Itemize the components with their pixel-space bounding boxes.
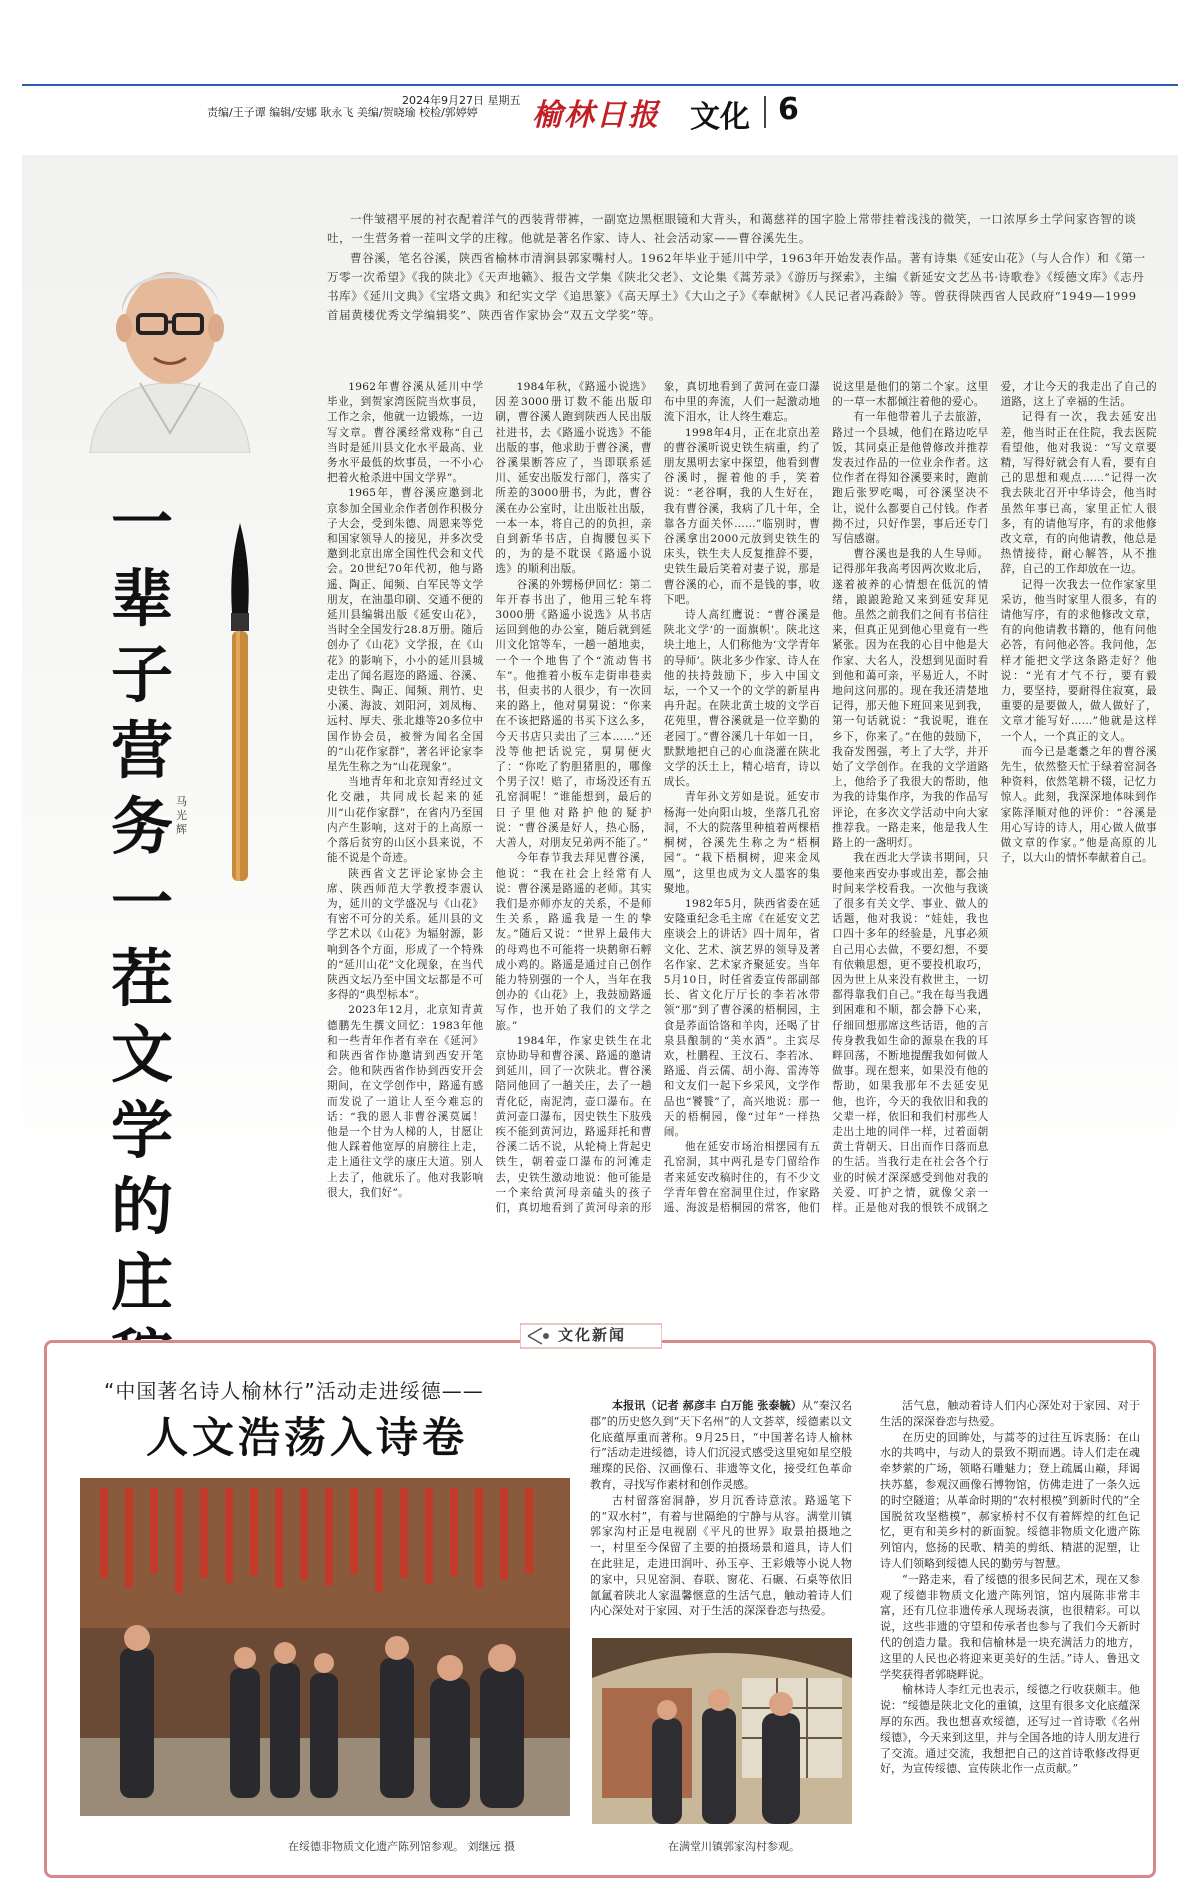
body-paragraph: 1962年曹谷溪从延川中学毕业，到贺家湾医院当炊事员，工作之余，他就一边锻炼，一边写文章。曹谷溪经常戏称“自己当时是延川县文化水平最高、业务水平最低的炊事员，一不小心把着火枪杀进中国文学界”。 (327, 381, 484, 485)
body-paragraph: 1998年4月，正在北京出差的曹谷溪听说史铁生病重，约了朋友黑明去家中探望，他看到曹谷溪时，握着他的手，笑着说：“老谷啊，我的人生好在，我有曹谷溪，我病了几十年，全靠各方面关怀……”临别时，曹谷溪拿出2000元放到史铁生的床头，铁生夫人反复推辞不要，史铁生最后笑着对妻子说，那是曹谷溪的心，而不是钱的事，收下吧。 (663, 426, 821, 606)
exhibition-hall-photo (80, 1478, 570, 1816)
page-number: 6 (778, 92, 799, 127)
news-section-label: 文化新闻 (558, 1326, 627, 1344)
issue-date: 2024年9月27日 星期五 (402, 94, 521, 107)
body-paragraph: 谷溪的外甥杨伊回忆：第二年开春书出了，他用三轮车将3000册《路遥小说选》从书店运回到他的办公室，随后就到延川文化馆等车，一趟一趟地卖，一个一个地售了个“流动售书车”。他推着小板车走街串巷卖书，但卖书的人很少，有一次回来的路上，他对舅舅说：“你来在不该把路遥的书买下这么多，今天书店只卖出了三本……”还没等他把话说完，舅舅便火了：“你吃了豹胆猪胆的，哪像个男子汉！赔了，市场没还有五孔窑洞呢！”谁能想到，最后的日子里他对路护他的疑护说：“曹谷溪是好人，热心肠，大善人，对朋友兄弟两不能了。” (495, 578, 652, 850)
section-divider (764, 96, 766, 128)
news-paragraph: “一路走来，看了绥德的很多民间艺术，现在又参观了绥德非物质文化遗产陈列馆，馆内展陈非常丰富，还有几位非遗传承人现场表演，也很精彩。可以说，这些非遗的守望和传承者也参与了我们今天新时代的创造力量。我和信榆林是一块充满活力的地方，这里的人民也必将迎来更美好的生活。”诗人、鲁迅文学奖获得者郭晓畔说。 (880, 1572, 1140, 1681)
masthead (22, 90, 1178, 136)
body-paragraph: 他在延安市场治相摆园有五孔窑洞，其中两孔是专门留给作者来延安改稿时住的，有不少文学青年曾在窑洞里住过，作家路遥、海波是梧桐园的常客，他们说这里是他们的第二个家。这里的一草一木都倾注着他的爱心。 (663, 381, 989, 1214)
news-byline: 本报讯（记者 郝彦丰 白万能 张泰毓） (612, 1399, 802, 1412)
body-paragraph: 诗人高红鹰说：“曹谷溪是陕北文学‘的一面旗帜’。陕北这块土地上，人们称他为‘文学青年的导师’。陕北多少作家、诗人在他的扶持鼓励下，步入中国文坛，一个又一个的文学的新星冉冉升起。在陕北黄土坡的文学百花苑里，曹谷溪就是一位辛勤的老园丁。”曹谷溪几十年如一日，默默地把自己的心血浇灌在陕北文学的沃土上，精心培育，诗以成长。 (663, 609, 821, 789)
intro-paragraph: 一件皱褶平展的衬衣配着洋气的西装背带裤，一副宽边黑框眼镜和大背头，和蔼慈祥的国字脸上常带挂着浅浅的微笑，一口浓厚乡土学问家咨智的谈吐，一生营务着一茬叫文学的庄稼。他就是著名作家、诗人、社会活动家——曹谷溪先生。 (327, 212, 1137, 245)
body-paragraph: 陕西省文艺评论家协会主席、陕西师范大学教授李震认为，延川的文学盛况与《山花》有密不可分的关系。延川县的文学艺术以《山花》为辐射源，影响到各个方面，形成了一个特殊的“延川山花”文化现象，在当代陕西文坛乃至中国文坛都是不可多得的“典型标本”。 (327, 867, 484, 1002)
news-headline: 人文浩荡入诗卷 (146, 1413, 469, 1462)
body-paragraph: 记得有一次，我去延安出差，他当时正在住院，我去医院看望他，他对我说：“写文章要精，写得好就会有人看，要有自己的思想和观点……”记得一次我去陕北召开中华诗会，他当时虽然年事已高，家里正忙人很多，有的请他写序，有的求他修改文章，有的向他请教，他总是热情接待，耐心解答，从不推辞，自己的工作却放在一边。 (1000, 411, 1157, 576)
news-paragraph: 古村留落窑洞静，岁月沉香诗意浓。路遥笔下的“双水村”，有着与世隔绝的宁静与从容。满堂川镇郭家沟村正是电视剧《平凡的世界》取景拍摄地之一，村里至今保留了主要的拍摄场景和道具，诗人们在此驻足，走进田润叶、孙玉亭、王彩娥等小说人物的家中，只见窑洞、春联、窗花、石碾、石桌等依旧氤氲着陕北人家温馨惬意的生活气息，触动着诗人们内心深处对于家园、对于生活的深深眷恋与热爱。 (590, 1493, 852, 1618)
body-paragraph: 曹谷溪也是我的人生导师。记得那年我高考因两次败北后，遂着被养的心情想在低沉的情绪，踉踉跄跄又来到延安拜见他。虽然之前我们之间有书信往来，但真正见到他心里竟有一些紧张。因为在我的心目中他是大作家、大名人，没想到见面时看到他和蔼可亲，平易近人，不时地问这问那的。现在我还清楚地记得，那天他下班回来见到我，第一句话就说：“我说呢，谁在乡下，你来了。”在他的鼓励下，我奋发图强，考上了大学，并开始了文学创作。在我的文学道路上，他给予了我很大的帮助，他为我的诗集作序，为我的作品写评论，在多次文学活动中向大家推荐我。一路走来，他是我人生路上的一盏明灯。 (832, 548, 989, 850)
feature-intro (327, 210, 1147, 325)
feature-body (327, 380, 1157, 1220)
body-paragraph: 1982年5月，陕西省委在延安隆重纪念毛主席《在延安文艺座谈会上的讲话》四十周年，省文化、艺术、演艺界的领导及著名作家、艺术家齐聚延安。当年5月10日，时任省委宣传部副部长、省文化厅厅长的李若冰带领“那”到了曹谷溪的梧桐园，主食是荞面饸饹和羊肉，还喝了甘泉县酿制的“美水酒”。主宾尽欢，杜鹏程、王汶石、李若冰、路遥、肖云儒、胡小海、雷涛等和文友们一起下乡采风，文学作品也“饕餮”了，高兴地说：那一天的梧桐园，像“过年”一样热闹。 (663, 897, 821, 1138)
feature-byline: 马光辉 (176, 795, 187, 836)
news-paragraph: 在历史的回眸处，与蒿苓的过往互诉衷肠：在山水的共鸣中，与动人的景致不期而遇。诗人们走在魂牵梦萦的广场，领略石雕魅力；登上疏属山巅，拜谒扶苏墓，参观汉画像石博物馆，仿佛走进了一条久远的时空隧道；从革命时期的“农村根模”到新时代的“全国脱贫攻坚楷模”，郝家桥村不仅有着辉煌的红色记忆，更有和美乡村的新面貌。绥德非物质文化遗产陈列馆内，悠扬的民歌、精美的剪纸、精湛的泥塑，让诗人们领略到绥德人民的勤劳与智慧。 (880, 1430, 1140, 1570)
body-paragraph: 青年孙文芳如是说。延安市杨海一处向阳山坡，坐落几孔窑洞，不大的院落里种植着两棵梧桐树，谷溪先生称之为“梧桐园”。“栽下梧桐树，迎来金凤凰”，这里也成为文人墨客的集聚地。 (663, 791, 821, 895)
body-paragraph: 1984年，作家史铁生在北京协助导和曹谷溪、路遥的邀请到延川，回了一次陕北。曹谷溪陪同他回了一趟关庄，去了一趟青化砭，南泥湾，壶口瀑布。在黄河壶口瀑布，因史铁生下肢残疾不能到黄河边，路遥拜托和曹谷溪二话不说，从轮椅上背起史铁生，朝着壶口瀑布的河滩走去，史铁生激动地说：他可能是一个来给黄河母亲磕头的孩子们，真切地看到了黄河母亲的形象，真切地看到了黄河在壶口瀑布中里的奔流，人们一起激动地流下泪水，让人终生难忘。 (495, 381, 821, 1214)
masthead-rule (22, 84, 1178, 86)
intro-paragraph: 曹谷溪，笔名谷溪，陕西省榆林市清涧县郭家嘴村人。1962年毕业于延川中学，1963年开始发表作品。著有诗集《延安山花》（与人合作）和《第一万零一次希望》《我的陕北》《天声地籁》、报告文学集《陕北父老》、文论集《蒿芳录》《游历与探索》，主编《新延安文艺丛书·诗歌卷》《绥德文库》《志丹书库》《延川文典》《宝塔文典》和纪实文学《追思篆》《高天厚土》《大山之子》《奉献树》《人民记者冯森龄》等。曾获得陕西省人民政府“1949—1999首届黄楼优秀文学编辑奖”、陕西省作家协会“双五文学奖”等。 (327, 251, 1146, 322)
news-paragraph: 从“秦汉名郡”的历史悠久到“天下名州”的人文荟萃，绥德素以文化底蕴厚重而著称。9月25日，“中国著名诗人榆林行”活动走进绥德，诗人们沉浸式感受这里宛如星空般璀璨的民俗、汉画像石、非遗等文化，接受红色革命教育，寻找写作素材和创作灵感。 (590, 1399, 852, 1491)
feature-title: 一辈子营务一茬文学的庄 (110, 486, 173, 1319)
news-paragraph: 活气息，触动着诗人们内心深处对于家园、对于生活的深深眷恋与热爱。 (880, 1399, 1140, 1428)
author-portrait (70, 233, 270, 453)
calligraphy-brush-icon (220, 523, 260, 883)
body-paragraph: 我在西北大学读书期间，只要他来西安办事或出差，都会抽时间来学校看我。一次他与我谈了很多有关文学、事业、做人的话题，他对我说：“娃娃，我也口四十多年的经验是，凡事必须自己用心去做，不要幻想，不要有依赖思想，更不要投机取巧，因为世上从来没有救世主，一切都得靠我们自己。”我在每当我遇到困难和不顺，都会静下心来，仔细回想那席这些话语，他的言传身教我如生命的源泉在我的耳畔回荡，不断地提醒我如何做人做事。现在想来，如果没有他的帮助，如果我那年不去延安见他，也许，今天的我依旧和我的父辈一样，依旧和我们村那些人走出土地的同伴一样，过着面朝黄土背朝天、日出而作日落而息的生活。当我行走在社会各个行业的时候才深深感受到他对我的关爱、叮护之情，就像父亲一样。正是他对我的恨铁不成钢之爱，才让今天的我走出了自己的道路，这上了幸福的生活。 (832, 381, 1157, 1214)
photo-caption: 在绥德非物质文化遗产陈列馆参观。 刘继远 摄 (288, 1840, 515, 1853)
feature-article (22, 155, 1178, 1319)
body-paragraph: 1965年，曹谷溪应邀到北京参加全国业余作者创作积极分子大会，受到朱德、周恩来等党和国家领导人的接见，并多次受邀到北京出席全国性代会和文代会。20世纪70年代初，他与路遥、陶正、闻频、白军民等文学朋友，在油墨印刷、交通不便的延川县编辑出版《延安山花》，当时全全国发行28.8万册。随后创办了《山花》文学报，在《山花》的影响下，小小的延川县城走出了闻名遐迩的路遥、谷溪、史铁生、陶正、闻频、荆竹、史小溪、海波、刘阳河，刘凤梅、远村、厚夫、张北雄等20多位中国作协会员，被誉为闻名全国的“山花作家群”，著名评论家李星先生称之为“山花现象”。 (327, 487, 484, 774)
news-body-left (590, 1398, 852, 1626)
photo-caption: 在满堂川镇郭家沟村参观。 (668, 1840, 800, 1853)
body-paragraph: 当地青年和北京知青经过文化交融，共同成长起来的延川“山花作家群”，在省内乃至国内产生影响，这对于的上高原一个落后贫穷的山区小县来说，不能不说是个奇迹。 (327, 776, 484, 865)
body-paragraph: 2023年12月，北京知青黄德鹏先生撰文回忆：1983年他和一些青年作者有幸在《延河》和陕西省作协邀请到西安开笔会。他和陕西省作协到西安开会期间，在文学创作中，路遥有感而发说了一道让人至今难忘的话：“我的恩人非曹谷溪莫属！他是一个甘为人梯的人，甘愿让他人踩着他宽厚的肩膀往上走，走上通往文学的康庄大道。别人上去了，他就乐了。他对我影响很大，我们好”。 (327, 1004, 484, 1199)
village-visit-photo (592, 1638, 852, 1824)
newspaper-logo: 榆林日报 (532, 98, 660, 133)
body-paragraph: 记得一次我去一位作家家里采访，他当时家里人很多，有的请他写序，有的求他修改文章，有的向他请教书籍的，他有问他必答，有问他必答。我问他，怎样才能把文学这条路走好？他说：“光有才气不行，要有毅力，要坚持，要耐得住寂寞，最重要的是要做人，做人做好了，文章才能写好……”他就是这样一个人，一个真正的文人。 (1000, 578, 1157, 743)
section-title: 文化 (690, 100, 750, 135)
body-paragraph: 有一年他带着儿子去旅游，路过一个县城，他们在路边吃早饭，其同桌正是他曾修改并推荐发表过作品的一位业余作者。这位作者在得知谷溪要来时，跑前跑后张罗吃喝，可谷溪坚决不让，说什么都要自己付钱。作者拗不过，只好作罢，事后还专门写信感谢。 (832, 411, 989, 546)
news-kicker: “中国著名诗人榆林行”活动走进绥德—— (104, 1379, 484, 1403)
body-paragraph: 1984年秋，《路遥小说选》因差3000册订数不能出版印刷，曹谷溪人跑到陕西人民出版社进书，去《路遥小说选》不能出版的事，他求助于曹谷溪，曹谷溪果断答应了，当即联系延川、延安出版发行部门，落实了所差的3000册书，为此，曹谷溪在办公室时，让出版社出版，一本一本，将自己的的负担，亲自到新华书店，自掏腰包买下的，为的是不耽误《路遥小说选》的顺利出版。 (495, 381, 652, 576)
editor-credits: 责编/王子谭 编辑/安娜 耿永飞 美编/贺晓瑜 校检/郭婷婷 (207, 106, 478, 119)
body-paragraph: 今年春节我去拜见曹谷溪，他说：“我在社会上经常有人说：曹谷溪是路遥的老师。其实我们是亦师亦友的关系，不是师生关系，路遥我是一生的挚友。”随后又说：“世界上最伟大的母鸡也不可能将一块鹅卵石孵成小鸡的。路遥是通过自己创作能力特别强的一个人，当年在我创办的《山花》上，我鼓励路遥写作，也开始了我们的文学之旅。” (495, 852, 652, 1032)
body-paragraph: 而今已是耄耋之年的曹谷溪先生，依然整天忙于绿着窑洞各种资料，依然笔耕不辍，记忆力惊人。此刻，我深深地体味到作家陈泽顺对他的评价：“谷溪是用心写诗的诗人，用心做人做事做文章的作家。”他是高原的儿子，以大山的情怀奉献着自己。 (1000, 745, 1157, 865)
news-body-right (880, 1398, 1140, 1838)
news-paragraph: 榆林诗人李红元也表示，绥德之行收获颇丰。他说：“绥德是陕北文化的重镇，这里有很多文化底蕴深厚的东西。我也想喜欢绥德，还写过一首诗歌《名州绥德》，今天来到这里，并与全国各地的诗人朋友进行了交流。通过交流，我想把自己的这首诗歌修改得更好，为宣传绥德、宣传陕北作一点贡献。” (880, 1683, 1140, 1776)
